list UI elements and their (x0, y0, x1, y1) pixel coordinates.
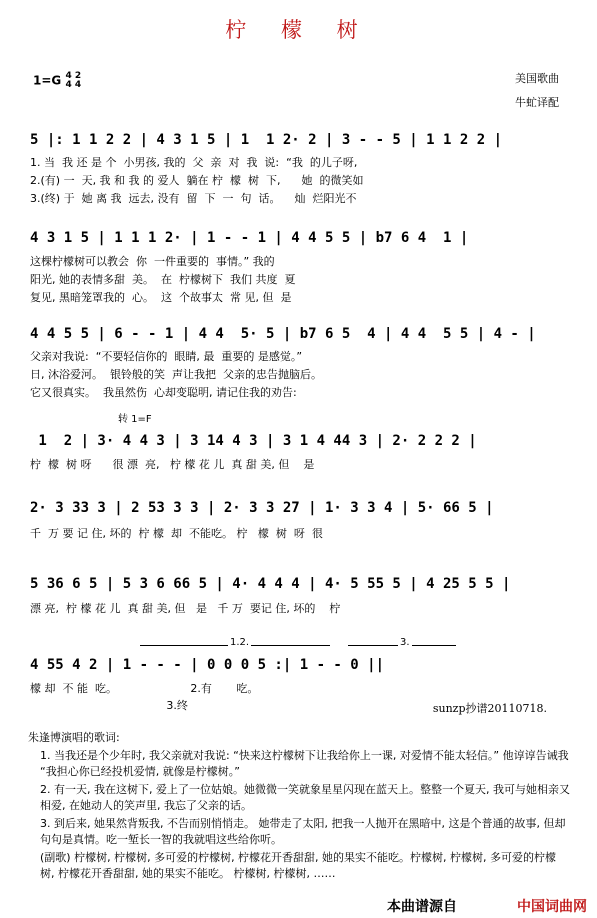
system-1-notes: 5 |: 1 1 2 2 | 4 3 1 5 | 1 1 2· 2 | 3 - - 5 | 1 1 2 2 | (30, 132, 503, 148)
key-label: 1=G (33, 73, 62, 88)
system-2-notes: 4 3 1 5 | 1 1 1 2· | 1 - - 1 | 4 4 5 5 | b7 6 4 1 | (30, 230, 469, 246)
system-5-lyric-1: 千 万 要 记 住, 坏的 柠 檬 却 不能吃。 柠 檬 树 呀 很 (30, 527, 323, 540)
system-7-lyric-2: 3.终 (30, 699, 188, 712)
modulation-mark: 转 1=F (118, 414, 152, 425)
system-6-notes: 5 36 6 5 | 5 3 6 66 5 | 4· 4 4 4 | 4· 5 55 5 | 4 25 5 5 | (30, 576, 511, 592)
system-3-notes: 4 4 5 5 | 6 - - 1 | 4 4 5· 5 | b7 6 5 4 | 4 4 5 5 | 4 - | (30, 326, 536, 342)
system-7-notes: 4 55 4 2 | 1 - - - | 0 0 0 5 :| 1 - - 0 || (30, 657, 385, 673)
footer-verse-2: 2. 有一天, 我在这树下, 爱上了一位姑娘。她微微一笑就象星星闪现在蓝天上。整整一个夏天, 我可与她相亲又相爱, 在她动人的笑声里, 我忘了父亲的话。 (40, 783, 570, 812)
system-7-lyric-1: 檬 却 不 能 吃。 2.有 吃。 (30, 682, 259, 695)
system-6-lyric-1: 漂 亮, 柠 檬 花 儿 真 甜 美, 但 是 千 万 要记 住, 坏的 柠 (30, 602, 341, 615)
system-4-notes: 1 2 | 3· 4 4 3 | 3 14 4 3 | 3 1 4 44 3 | 2· 2 2 2 | (30, 433, 477, 449)
system-1-lyric-3: 3.(终) 于 她 离 我 远去, 没有 留 下 一 句 话。 灿 烂阳光不 (30, 192, 357, 205)
system-2-lyric-2: 阳光, 她的表情多甜 美。 在 柠檬树下 我们 共度 夏 (30, 273, 296, 286)
system-3-lyric-2: 日, 沐浴爱河。 银铃般的笑 声让我把 父亲的忠告抛脑后。 (30, 368, 322, 381)
system-3-lyric-1: 父亲对我说: “不要轻信你的 眼睛, 最 重要的 是感觉。” (30, 350, 303, 363)
system-2-lyric-1: 这棵柠檬树可以教会 你 一件重要的 事情。” 我的 (30, 255, 275, 268)
site-logo[interactable]: 中国词曲网 (517, 899, 587, 915)
song-translator: 牛虻译配 (515, 96, 559, 109)
system-1-lyric-2: 2.(有) 一 天, 我 和 我 的 爱人 躺在 柠 檬 树 下, 她 的微笑如 (30, 174, 364, 187)
system-5-notes: 2· 3 33 3 | 2 53 3 3 | 2· 3 3 27 | 1· 3 3 4 | 5· 66 5 | (30, 500, 494, 516)
ending-2-label: 3. (400, 637, 410, 648)
footer-lyrics (28, 730, 570, 882)
footer-verse-3: 3. 到后来, 她果然背叛我, 不告而别悄悄走。 她带走了太阳, 把我一人抛开在黑暗中, 这是个普通的故事, 但却句句是真情。吃一堑长一智的我就唱这些给你听。 (40, 817, 566, 846)
source-label: 本曲谱源自 (387, 899, 457, 915)
system-2-lyric-3: 复见, 黑暗笼罩我的 心。 这 个故事太 常 见, 但 是 (30, 291, 292, 304)
system-3-lyric-3: 它又很真实。 我虽然伤 心却变聪明, 请记住我的劝告: (30, 386, 297, 399)
system-1-lyric-1: 1. 当 我 还 是 个 小男孩, 我的 父 亲 对 我 说: “我 的儿子呀, (30, 156, 358, 169)
ending-1-label: 1.2. (230, 637, 250, 648)
footer-chorus: (副歌) 柠檬树, 柠檬树, 多可爱的柠檬树, 柠檬花开香甜甜, 她的果实不能吃。柠檬树, 柠檬树, 多可爱的柠檬树, 柠檬花开香甜甜, 她的果实不能吃。 柠檬树, 柠檬树, …… (40, 851, 557, 880)
transcriber-credit: sunzp抄谱20110718. (432, 702, 547, 715)
key-signature (33, 72, 81, 90)
time-sig-top: 4 2 (65, 71, 82, 81)
footer-heading: 朱逢博演唱的歌词: (28, 731, 120, 744)
time-sig-bottom: 4 4 (65, 80, 82, 90)
footer-verse-1: 1. 当我还是个少年时, 我父亲就对我说: “快来这柠檬树下让我给你上一课, 对爱情不能太轻信。” 他谆谆告诫我 “我担心你已经投机爱情, 就像是柠檬树。” (40, 749, 569, 778)
system-4-lyric-1: 柠 檬 树 呀 很 漂 亮, 柠 檬 花 儿 真 甜 美, 但 是 (30, 458, 315, 471)
song-origin: 美国歌曲 (515, 72, 559, 85)
song-title: 柠 檬 树 (225, 18, 372, 42)
time-signature (65, 72, 81, 90)
